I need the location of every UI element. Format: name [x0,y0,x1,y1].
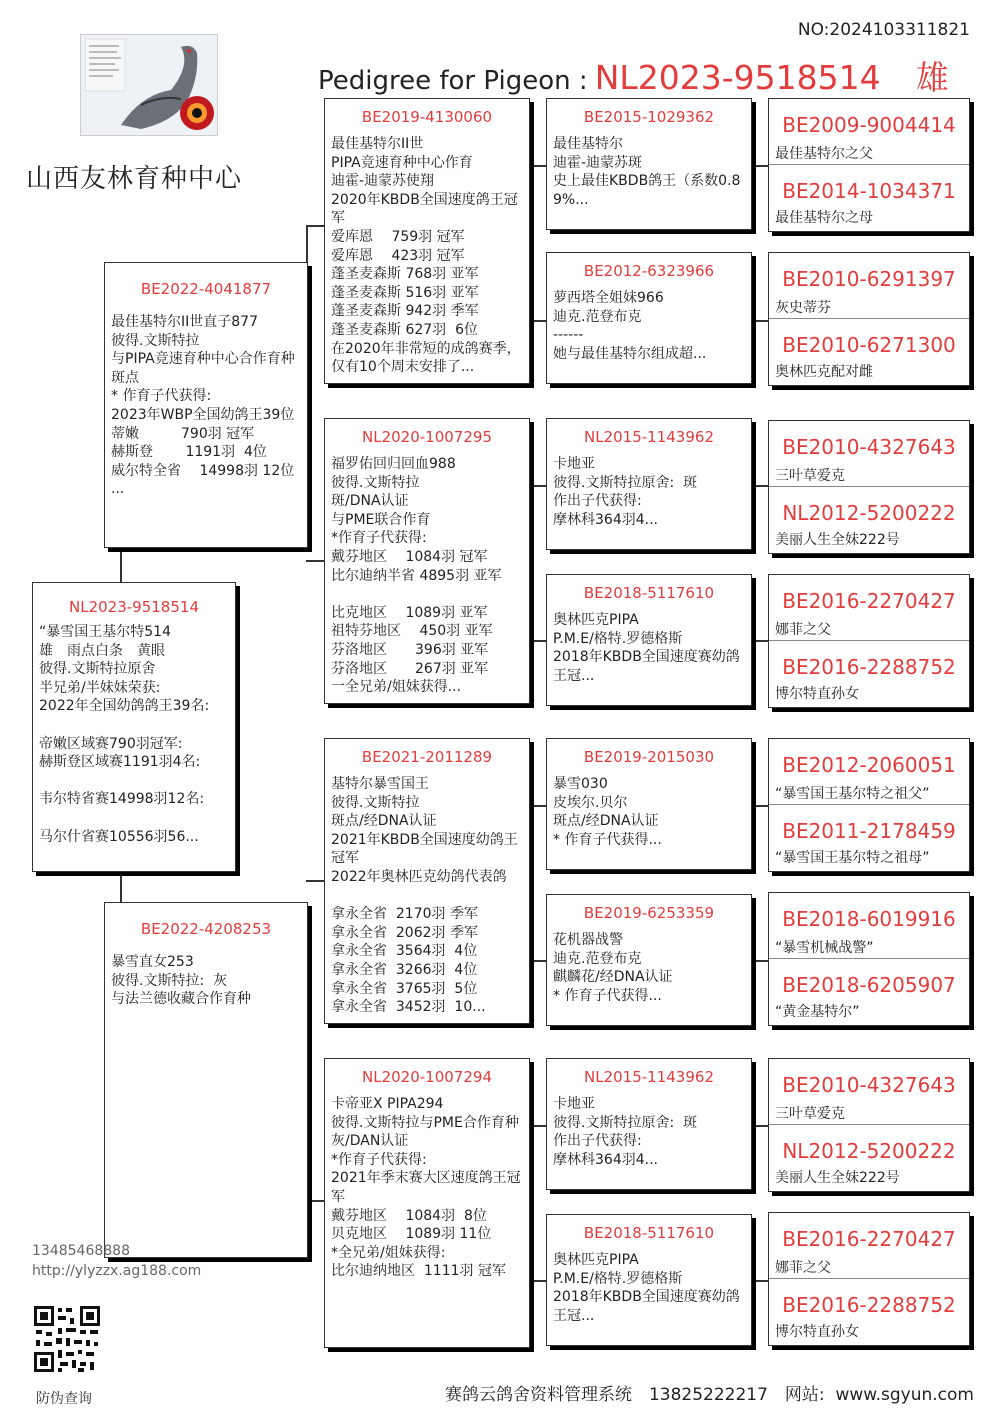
connector-line [752,1280,768,1282]
title-ring-number: NL2023-9518514 [594,58,881,97]
g4-ring-number: BE2009-9004414 [782,113,956,137]
g4-ring-number: BE2018-6205907 [782,973,956,997]
g3-card[interactable] [546,98,752,230]
connector-line [306,880,324,882]
subject-details: “暴雪国王基尔特514 雄 雨点白条 黄眼 彼得.文斯特拉原舍 半兄弟/半妹妹荣获: 2022年全国幼鸽鸽王39名: 帝嫩区域赛790羽冠军: 赫斯登区域赛1191羽4名: 韦尔特省赛14998羽12名: 马尔什省赛10556羽56... [39,624,210,845]
g4-entry[interactable] [769,959,969,1025]
g4-name: “暴雪国王基尔特之祖母” [775,850,930,866]
g3-details: 花机器战警 迪克.范登布克 麒麟花/经DNA认证 * 作育子代获得... [553,932,673,1004]
g3-card[interactable] [546,1214,752,1346]
connector-line [752,1125,768,1127]
g4-entry[interactable] [769,421,969,487]
g4-entry[interactable] [769,99,969,165]
grandparent-ring-number: NL2020-1007295 [362,428,492,446]
g4-ring-number: BE2016-2288752 [782,1293,956,1317]
connector-line [752,640,768,642]
g4-name: “暴雪国王基尔特之祖父” [775,786,930,802]
connector-line [530,640,546,642]
g4-pair-card [768,1212,970,1346]
connector-line [120,872,122,902]
g4-pair-card [768,252,970,386]
grandparent-card[interactable] [324,1058,530,1348]
g3-ring-number: BE2015-1029362 [583,108,715,126]
qr-code-label: 防伪查询 [36,1391,92,1407]
g3-card[interactable] [546,418,752,550]
g4-name: 三叶草爱克 [775,468,845,484]
grandparent-card[interactable] [324,418,530,704]
connector-line [752,320,768,322]
contact-url[interactable]: http://ylyzzx.ag188.com [32,1263,202,1279]
g4-ring-number: NL2012-5200222 [782,501,956,525]
grandparent-details: 最佳基特尔II世 PIPA竞速育种中心作育 迪霍-迪蒙苏使翔 2020年KBDB全国速度鸽王冠军 爱库恩 759羽 冠军 爱库恩 423羽 冠军 蓬圣麦森斯 768羽 亚军 蓬圣麦森斯 516羽 亚军 蓬圣麦森斯 942羽 季军 蓬圣麦森斯 627羽 6位 在2020年非常短的成鸽赛季，仅有10个周末安排了... [331,136,521,376]
connector-line [306,560,324,562]
g4-ring-number: BE2012-2060051 [782,753,956,777]
g4-ring-number: BE2011-2178459 [782,819,956,843]
g4-entry[interactable] [769,575,969,641]
g4-entry[interactable] [769,1059,969,1125]
connector-line [530,1280,546,1282]
g3-ring-number: NL2015-1143962 [584,428,714,446]
g4-name: 博尔特直孙女 [775,686,859,702]
g3-details: 卡地亚 彼得.文斯特拉原舍: 斑 作出子代获得: 摩林科364羽4... [553,456,698,528]
g4-entry[interactable] [769,805,969,871]
grandparent-details: 福罗佑回归回血988 彼得.文斯特拉 斑/DNA认证 与PME联合作育 *作育子代获得: 戴芬地区 1084羽 冠军 比尔迪纳半省 4895羽 亚军 比克地区 1089羽 亚军 祖特芬地区 450羽 亚军 芬洛地区 396羽 亚军 芬洛地区 267羽 亚军 一全兄弟/姐妹获得... [331,456,502,696]
g3-details: 奥林匹克PIPA P.M.E/格特.罗德格斯 2018年KBDB全国速度赛幼鸽王冠... [553,1252,740,1324]
connector-line [530,485,546,487]
g4-name: 娜菲之父 [775,1260,831,1276]
g3-ring-number: BE2018-5117610 [583,1224,715,1242]
g4-entry[interactable] [769,487,969,553]
connector-line [752,805,768,807]
g3-details: 最佳基特尔 迪霍-迪蒙苏斑 史上最佳KBDB鸽王（系数0.89%... [553,136,741,208]
g4-pair-card [768,892,970,1026]
g3-details: 暴雪030 皮埃尔.贝尔 斑点/经DNA认证 * 作育子代获得... [553,776,662,848]
g4-name: 奥林匹克配对雌 [775,364,873,380]
g4-entry[interactable] [769,1213,969,1279]
g4-entry[interactable] [769,739,969,805]
title-sex: 雄 [915,58,949,97]
g4-pair-card [768,420,970,554]
dam-card[interactable] [104,902,308,1258]
grandparent-details: 基特尔暴雪国王 彼得.文斯特拉 斑点/经DNA认证 2021年KBDB全国速度幼鸽王冠军 2022年奥林匹克幼鸽代表鸽 拿永全省 2170羽 季军 拿永全省 2062羽 季军 拿永全省 3564羽 4位 拿永全省 3266羽 4位 拿永全省 3765羽 5位 拿永全省 3452羽 10... [331,776,518,1016]
g4-entry[interactable] [769,165,969,231]
g3-details: 萝西塔全姐妹966 迪克.范登布克 ------ 她与最佳基特尔组成超... [553,290,707,362]
g4-pair-card [768,98,970,232]
g4-ring-number: BE2010-4327643 [782,435,956,459]
contact-phone: 13485468888 [32,1243,130,1259]
connector-line [752,485,768,487]
g4-name: 灰史蒂芬 [775,300,831,316]
g3-card[interactable] [546,252,752,384]
connector-line [306,1200,324,1202]
g4-pair-card [768,574,970,708]
g4-ring-number: BE2010-6271300 [782,333,956,357]
g4-name: “黄金基特尔” [775,1004,860,1020]
grandparent-ring-number: BE2021-2011289 [361,748,493,766]
g4-ring-number: BE2018-6019916 [782,907,956,931]
grandparent-ring-number: NL2020-1007294 [362,1068,492,1086]
g4-name: 美丽人生全妹222号 [775,1170,900,1186]
g4-ring-number: BE2010-6291397 [782,267,956,291]
g3-ring-number: BE2019-6253359 [583,904,715,922]
g4-name: 美丽人生全妹222号 [775,532,900,548]
g3-card[interactable] [546,738,752,870]
connector-line [530,165,546,167]
sire-ring-number: BE2022-4041877 [140,280,272,298]
g3-ring-number: BE2019-2015030 [583,748,715,766]
connector-line [120,548,122,582]
dam-ring-number: BE2022-4208253 [140,920,272,938]
document-number: NO:2024103311821 [797,20,970,40]
g3-ring-number: BE2012-6323966 [583,262,715,280]
connector-line [752,960,768,962]
g4-entry[interactable] [769,893,969,959]
g4-name: 三叶草爱克 [775,1106,845,1122]
connector-line [752,165,768,167]
g4-name: 娜菲之父 [775,622,831,638]
grandparent-card[interactable] [324,98,530,384]
g3-ring-number: BE2018-5117610 [583,584,715,602]
qr-code-icon[interactable] [32,1304,102,1374]
g4-ring-number: BE2016-2288752 [782,655,956,679]
g4-pair-card [768,1058,970,1192]
sire-card[interactable] [104,262,308,548]
g3-card[interactable] [546,1058,752,1190]
subject-ring-number: NL2023-9518514 [69,598,199,616]
grandparent-card[interactable] [324,738,530,1024]
g4-entry[interactable] [769,1125,969,1191]
g4-ring-number: NL2012-5200222 [782,1139,956,1163]
g3-card[interactable] [546,894,752,1026]
connector-line [306,225,324,227]
connector-line [530,1125,546,1127]
dam-details: 暴雪直女253 彼得.文斯特拉: 灰 与法兰德收藏合作育种 [111,954,251,1008]
g4-entry[interactable] [769,319,969,385]
g4-name: 最佳基特尔之父 [775,146,873,162]
loft-name: 山西友林育种中心 [26,164,243,194]
connector-line [530,960,546,962]
g4-name: “暴雪机械战警” [775,940,874,956]
g4-ring-number: BE2016-2270427 [782,1227,956,1251]
g4-name: 最佳基特尔之母 [775,210,873,226]
g4-ring-number: BE2010-4327643 [782,1073,956,1097]
g4-ring-number: BE2014-1034371 [782,179,956,203]
g3-details: 卡地亚 彼得.文斯特拉原舍: 斑 作出子代获得: 摩林科364羽4... [553,1096,698,1168]
connector-line [530,805,546,807]
g4-entry[interactable] [769,641,969,707]
g4-entry[interactable] [769,1279,969,1345]
g3-ring-number: NL2015-1143962 [584,1068,714,1086]
g3-details: 奥林匹克PIPA P.M.E/格特.罗德格斯 2018年KBDB全国速度赛幼鸽王冠... [553,612,740,684]
connector-line [530,320,546,322]
grandparent-details: 卡帝亚X PIPA294 彼得.文斯特拉与PME合作育种 灰/DAN认证 *作育子代获得: 2021年季末赛大区速度鸽王冠军 戴芬地区 1084羽 8位 贝克地区 1089羽 11位 *全兄弟/姐妹获得: 比尔迪纳地区 1111羽 冠军 [331,1096,521,1280]
pedigree-title [318,52,949,99]
g3-card[interactable] [546,574,752,706]
title-prefix: Pedigree for Pigeon : [318,66,588,96]
footer-text: 赛鸽云鸽舍资料管理系统 13825222217 网站: www.sgyun.com [444,1385,974,1405]
pigeon-photo [80,34,218,136]
g4-entry[interactable] [769,253,969,319]
g4-ring-number: BE2016-2270427 [782,589,956,613]
grandparent-ring-number: BE2019-4130060 [361,108,493,126]
g4-pair-card [768,738,970,872]
sire-details: 最佳基特尔II世直子877 彼得.文斯特拉 与PIPA竞速育种中心合作育种 斑点 * 作育子代获得: 2023年WBP全国幼鸽王39位 蒂嫩 790羽 冠军 赫斯登 1191羽 4位 威尔特全省 14998羽 12位 ... [111,314,295,498]
g4-name: 博尔特直孙女 [775,1324,859,1340]
subject-card[interactable] [32,582,236,872]
